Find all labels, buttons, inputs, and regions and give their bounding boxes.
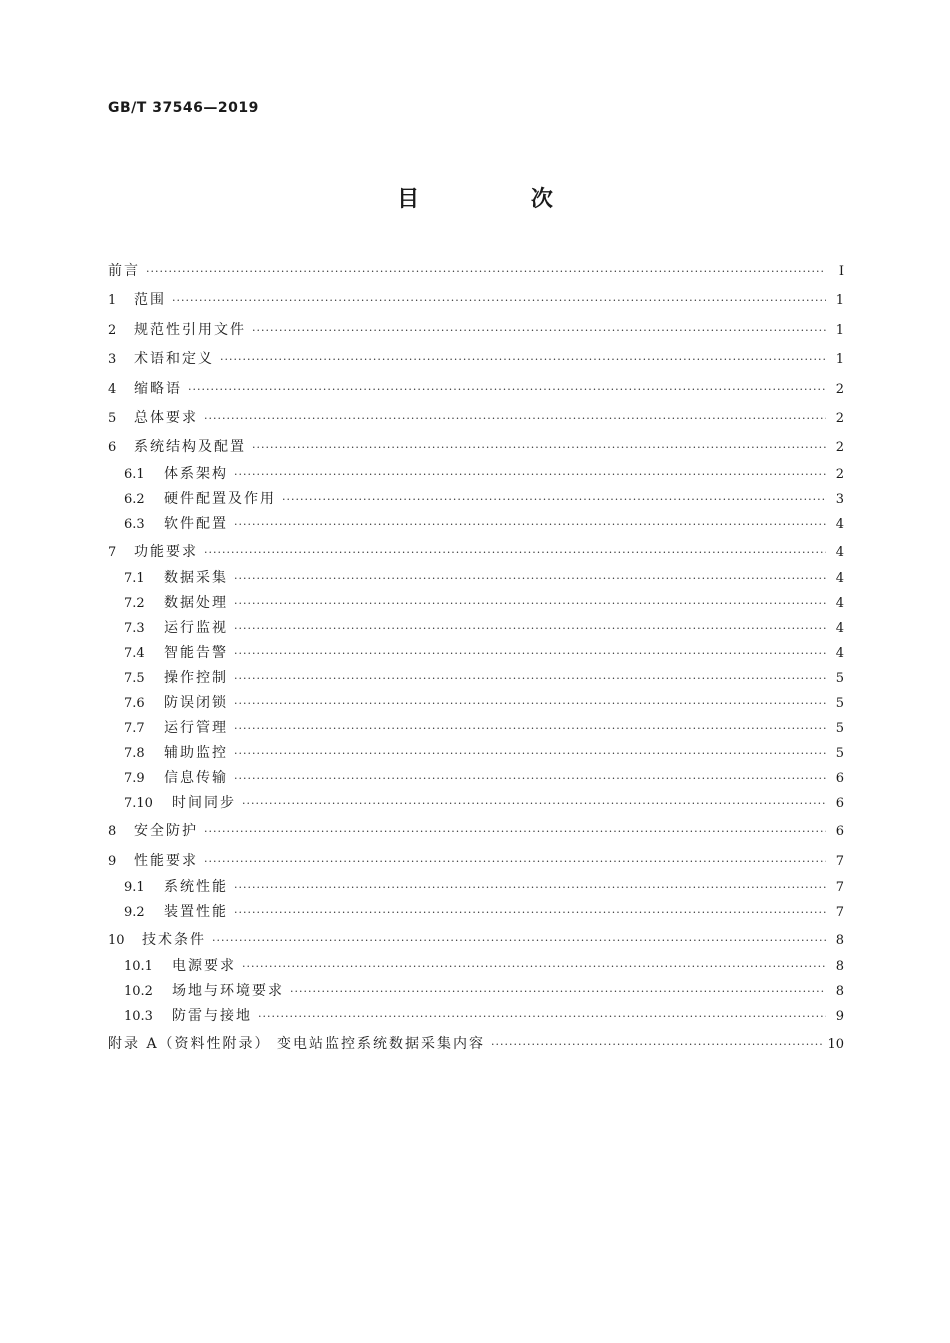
toc-entry-title: 智能告警 (164, 645, 228, 662)
toc-entry-number: 1 (108, 293, 117, 309)
toc-entry-title: 范围 (134, 292, 166, 309)
toc-entry-title: 缩略语 (134, 380, 182, 397)
toc-entry[interactable] (108, 434, 844, 463)
toc-entry-page-number: 5 (835, 696, 844, 712)
toc-entry[interactable] (108, 927, 844, 956)
toc-entry-page-number: 5 (835, 746, 844, 762)
toc-entry-number: 10 (108, 932, 125, 948)
toc-entry-page-number: 5 (835, 721, 844, 737)
toc-entry-number: 8 (108, 824, 117, 840)
dot-leader (242, 959, 826, 975)
dot-leader (258, 1009, 826, 1025)
dot-leader (204, 545, 826, 561)
toc-entry-number: 6 (108, 440, 117, 456)
toc-entry[interactable] (108, 718, 844, 743)
toc-entry[interactable] (108, 956, 844, 981)
toc-entry-page-number: 9 (835, 1009, 844, 1025)
toc-entry-title: 数据采集 (164, 570, 228, 587)
toc-entry-page-number: 4 (835, 646, 844, 662)
toc-entry-page-number: 8 (835, 932, 844, 948)
toc-entry[interactable] (108, 376, 844, 405)
dot-leader (204, 854, 826, 870)
toc-entry-title: 技术条件 (142, 931, 206, 948)
toc-entry-number: 5 (108, 410, 117, 426)
toc-entry-title: 数据处理 (164, 595, 228, 612)
toc-entry-number: 7.8 (124, 746, 145, 762)
toc-entry-page-number: 2 (835, 381, 844, 397)
toc-entry-page-number: 4 (835, 596, 844, 612)
toc-entry-title: 软件配置 (164, 515, 228, 532)
dot-leader (220, 352, 826, 368)
toc-entry[interactable] (108, 568, 844, 593)
toc-entry-title: 辅助监控 (164, 745, 228, 762)
toc-entry-title: 系统性能 (164, 878, 228, 895)
dot-leader (234, 905, 826, 921)
dot-leader (234, 517, 826, 533)
toc-entry-page-number: 6 (835, 771, 844, 787)
dot-leader (172, 293, 826, 309)
toc-entry-title: 术语和定义 (134, 351, 214, 368)
toc-entry[interactable] (108, 981, 844, 1006)
toc-entry-title: 防雷与接地 (172, 1008, 252, 1025)
dot-leader (282, 492, 826, 508)
toc-entry-page-number: 1 (835, 322, 844, 338)
table-of-contents (108, 258, 844, 1061)
toc-entry-title: 系统结构及配置 (134, 439, 246, 456)
toc-entry-number: 10.1 (124, 959, 153, 975)
toc-entry-page-number: 2 (835, 440, 844, 456)
toc-entry-number: 7.6 (124, 696, 145, 712)
toc-entry[interactable] (108, 1006, 844, 1031)
dot-leader (234, 671, 826, 687)
toc-entry[interactable] (108, 768, 844, 793)
toc-entry-title: 场地与环境要求 (172, 983, 284, 1000)
toc-entry-number: 7.10 (124, 796, 153, 812)
toc-entry[interactable] (108, 793, 844, 818)
toc-entry-number: 7.9 (124, 771, 145, 787)
toc-entry-number: 9.2 (124, 904, 145, 920)
toc-entry-page-number: Ⅰ (838, 264, 844, 279)
toc-entry[interactable] (108, 693, 844, 718)
toc-entry-title: 硬件配置及作用 (164, 490, 276, 507)
toc-entry-title: 附录 A（资料性附录） 变电站监控系统数据采集内容 (108, 1036, 486, 1053)
toc-entry[interactable] (108, 317, 844, 346)
toc-entry-number: 7.2 (124, 596, 145, 612)
toc-entry-page-number: 8 (835, 959, 844, 975)
toc-entry-title: 运行监视 (164, 620, 228, 637)
toc-entry-title: 安全防护 (134, 823, 198, 840)
toc-entry-page-number: 2 (835, 410, 844, 426)
dot-leader (234, 746, 826, 762)
dot-leader (234, 596, 826, 612)
toc-entry-page-number: 3 (835, 491, 844, 507)
toc-entry-title: 体系架构 (164, 465, 228, 482)
toc-entry-title: 时间同步 (172, 795, 236, 812)
toc-entry-page-number: 4 (835, 621, 844, 637)
toc-entry-number: 6.1 (124, 466, 145, 482)
toc-entry-title: 防误闭锁 (164, 695, 228, 712)
toc-entry[interactable] (108, 287, 844, 316)
toc-entry[interactable] (108, 258, 844, 287)
toc-entry[interactable] (108, 618, 844, 643)
toc-entry-title: 运行管理 (164, 720, 228, 737)
toc-entry[interactable] (108, 848, 844, 877)
dot-leader (188, 382, 826, 398)
toc-entry-title: 操作控制 (164, 670, 228, 687)
dot-leader (252, 440, 826, 456)
toc-entry-number: 7.5 (124, 671, 145, 687)
dot-leader (242, 796, 826, 812)
toc-entry[interactable] (108, 464, 844, 489)
toc-entry[interactable] (108, 489, 844, 514)
dot-leader (234, 771, 826, 787)
toc-entry-number: 7.7 (124, 721, 145, 737)
toc-entry[interactable] (108, 539, 844, 568)
toc-entry-number: 9.1 (124, 879, 145, 895)
dot-leader (234, 467, 826, 483)
toc-entry-number: 7 (108, 544, 117, 560)
dot-leader (234, 571, 826, 587)
toc-entry-number: 4 (108, 381, 117, 397)
toc-entry-page-number: 1 (835, 293, 844, 309)
toc-entry-title: 前言 (108, 263, 140, 279)
toc-entry-title: 规范性引用文件 (134, 321, 246, 338)
toc-entry-title: 装置性能 (164, 903, 228, 920)
toc-entry-page-number: 4 (835, 544, 844, 560)
dot-leader (212, 933, 826, 949)
dot-leader (491, 1037, 823, 1053)
toc-entry-number: 10.3 (124, 1009, 153, 1025)
toc-entry-title: 性能要求 (134, 852, 198, 869)
toc-entry[interactable] (108, 643, 844, 668)
dot-leader (252, 323, 826, 339)
toc-entry[interactable] (108, 902, 844, 927)
dot-leader (204, 824, 826, 840)
toc-entry-title: 总体要求 (134, 409, 198, 426)
toc-entry-title: 信息传输 (164, 770, 228, 787)
toc-entry-number: 6.3 (124, 516, 145, 532)
dot-leader (234, 696, 826, 712)
toc-entry-page-number: 8 (835, 984, 844, 1000)
toc-entry-number: 7.3 (124, 621, 145, 637)
toc-entry[interactable] (108, 877, 844, 902)
toc-entry-number: 7.4 (124, 646, 145, 662)
toc-entry-number: 2 (108, 322, 117, 338)
toc-entry-title: 功能要求 (134, 543, 198, 560)
toc-entry-page-number: 2 (835, 466, 844, 482)
toc-entry-page-number: 7 (835, 879, 844, 895)
toc-entry-page-number: 7 (835, 904, 844, 920)
toc-entry-page-number: 6 (835, 796, 844, 812)
dot-leader (234, 621, 826, 637)
toc-entry-page-number: 7 (835, 853, 844, 869)
page-title: 目 次 (397, 187, 605, 212)
toc-entry-page-number: 6 (835, 824, 844, 840)
dot-leader (290, 984, 826, 1000)
toc-entry-page-number: 1 (835, 352, 844, 368)
toc-entry-page-number: 4 (835, 516, 844, 532)
toc-entry[interactable] (108, 818, 844, 847)
toc-entry[interactable] (108, 1031, 844, 1060)
toc-entry-number: 9 (108, 853, 117, 869)
toc-entry-page-number: 10 (827, 1037, 844, 1053)
dot-leader (234, 880, 826, 896)
dot-leader (204, 411, 826, 427)
toc-entry[interactable] (108, 514, 844, 539)
toc-entry[interactable] (108, 743, 844, 768)
toc-entry[interactable] (108, 668, 844, 693)
toc-entry-number: 7.1 (124, 571, 145, 587)
toc-entry-title: 电源要求 (172, 958, 236, 975)
toc-entry[interactable] (108, 593, 844, 618)
toc-entry-page-number: 4 (835, 571, 844, 587)
toc-entry-number: 3 (108, 352, 117, 368)
toc-entry[interactable] (108, 405, 844, 434)
dot-leader (234, 646, 826, 662)
dot-leader (234, 721, 826, 737)
standard-code: GB/T 37546—2019 (108, 100, 259, 116)
toc-entry-number: 6.2 (124, 491, 145, 507)
dot-leader (146, 264, 826, 280)
toc-entry-number: 10.2 (124, 984, 153, 1000)
toc-entry-page-number: 5 (835, 671, 844, 687)
toc-entry[interactable] (108, 346, 844, 375)
